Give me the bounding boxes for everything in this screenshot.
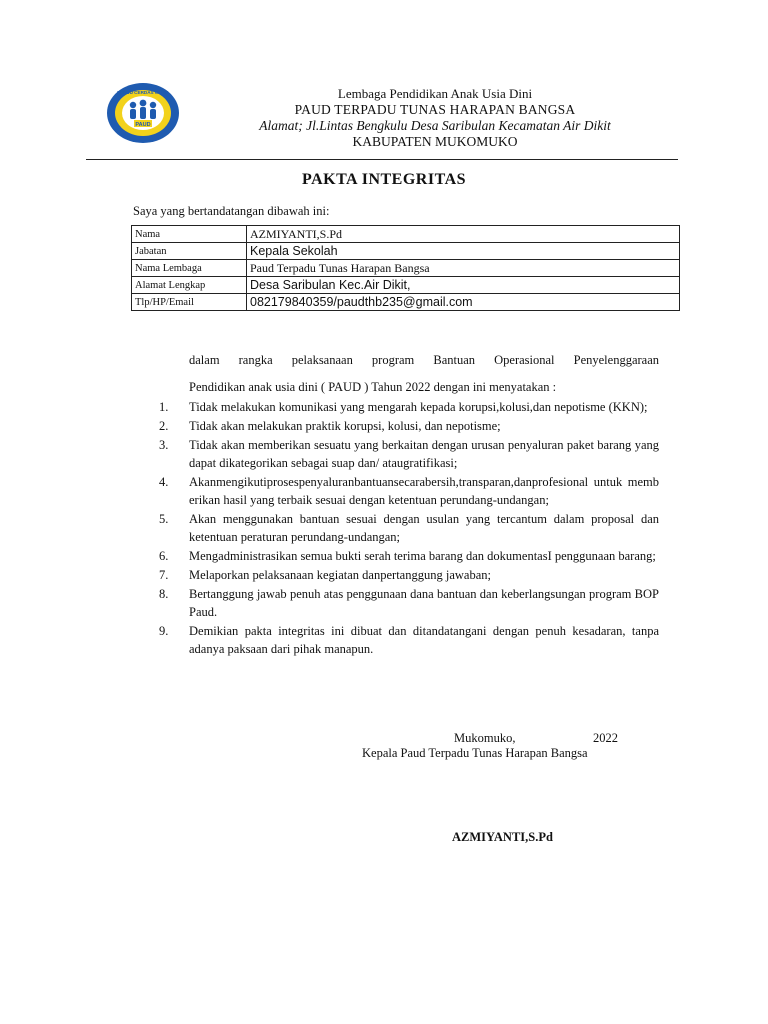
signature-year: 2022 (593, 731, 618, 745)
item-number: 6. (159, 549, 169, 563)
list-item (150, 585, 659, 621)
item-text: Tidak akan memberikan sesuatu yang berkaitan dengan urusan penyaluran paket barang yang dapat dikategorikan sebagai suap dan/ ataugratifikasi; (189, 438, 659, 470)
list-item (150, 547, 659, 565)
identity-table (131, 225, 680, 311)
item-text: Tidak melakukan komunikasi yang mengarah kepada korupsi,kolusi,dan nepotisme (KKN); (189, 400, 648, 414)
list-item (150, 436, 659, 472)
item-number: 9. (159, 624, 169, 638)
list-item (150, 398, 659, 416)
document-title: PAKTA INTEGRITAS (301, 171, 467, 188)
table-row (132, 226, 680, 243)
row-value: 082179840359/paudthb235@gmail.com (247, 294, 680, 311)
list-item (150, 417, 659, 435)
row-value: AZMIYANTI,S.Pd (247, 226, 680, 243)
item-number: 3. (159, 438, 169, 452)
list-item (150, 622, 659, 658)
signatory-title: Kepala Paud Terpadu Tunas Harapan Bangsa (362, 746, 588, 760)
row-label: Alamat Lengkap (132, 277, 247, 294)
table-row (132, 294, 680, 311)
item-number: 5. (159, 512, 169, 526)
item-number: 8. (159, 587, 169, 601)
commitment-list (150, 398, 659, 659)
institution-address: Alamat; Jl.Lintas Bengkulu Desa Saribulan Kecamatan Air Dikit (259, 118, 611, 133)
item-text: Demikian pakta integritas ini dibuat dan ditandatangani dengan penuh kesadaran, tanpa adanya paksaan dari pihak manapun. (189, 624, 659, 656)
item-number: 4. (159, 475, 169, 489)
row-value: Kepala Sekolah (247, 243, 680, 260)
row-label: Jabatan (132, 243, 247, 260)
row-label: Nama (132, 226, 247, 243)
institution-type: Lembaga Pendidikan Anak Usia Dini (337, 86, 533, 101)
item-text: Akan menggunakan bantuan sesuai dengan usulan yang tercantum dalam proposal dan ketentuan peraturan perundang-undangan; (189, 512, 659, 544)
paragraph-context: dalam rangka pelaksanaan program Bantuan Operasional Penyelenggaraan (189, 353, 659, 367)
signature-place: Mukomuko, (454, 731, 516, 745)
logo-ring-text: SERBU CERDAS CERIA (116, 90, 170, 95)
list-item (150, 566, 659, 584)
item-number: 2. (159, 419, 169, 433)
item-text: Bertanggung jawab penuh atas penggunaan dana bantuan dan keberlangsungan program BOP Paud. (189, 587, 659, 619)
item-number: 1. (159, 400, 169, 414)
school-logo (106, 82, 180, 144)
signatory-name: AZMIYANTI,S.Pd (452, 830, 553, 844)
logo-inner-text: PAUD (135, 122, 151, 128)
row-label: Nama Lembaga (132, 260, 247, 277)
letterhead (190, 86, 680, 150)
item-text: Melaporkan pelaksanaan kegiatan danpertanggung jawaban; (189, 568, 491, 582)
institution-regency: KABUPATEN MUKOMUKO (352, 134, 518, 149)
item-number: 7. (159, 568, 169, 582)
row-value: Desa Saribulan Kec.Air Dikit, (247, 277, 680, 294)
list-item (150, 510, 659, 546)
row-label: Tlp/HP/Email (132, 294, 247, 311)
table-row (132, 260, 680, 277)
row-value: Paud Terpadu Tunas Harapan Bangsa (247, 260, 680, 277)
table-row (132, 277, 680, 294)
list-item (150, 473, 659, 509)
table-row (132, 243, 680, 260)
header-divider (86, 159, 678, 160)
paragraph-statement: Pendidikan anak usia dini ( PAUD ) Tahun 2022 dengan ini menyatakan : (189, 380, 557, 394)
intro-text: Saya yang bertandatangan dibawah ini: (133, 204, 330, 218)
institution-name: PAUD TERPADU TUNAS HARAPAN BANGSA (294, 102, 576, 117)
item-text: Tidak akan melakukan praktik korupsi, kolusi, dan nepotisme; (189, 419, 501, 433)
item-text: Mengadministrasikan semua bukti serah terima barang dan dokumentasI penggunaan barang; (189, 549, 656, 563)
item-text: Akanmengikutiprosespenyaluranbantuansecarabersih,transparan,danprofesional untuk memberikan hasil yang terbaik sesuai dengan ketentuan perundang-undangan; (189, 475, 659, 507)
